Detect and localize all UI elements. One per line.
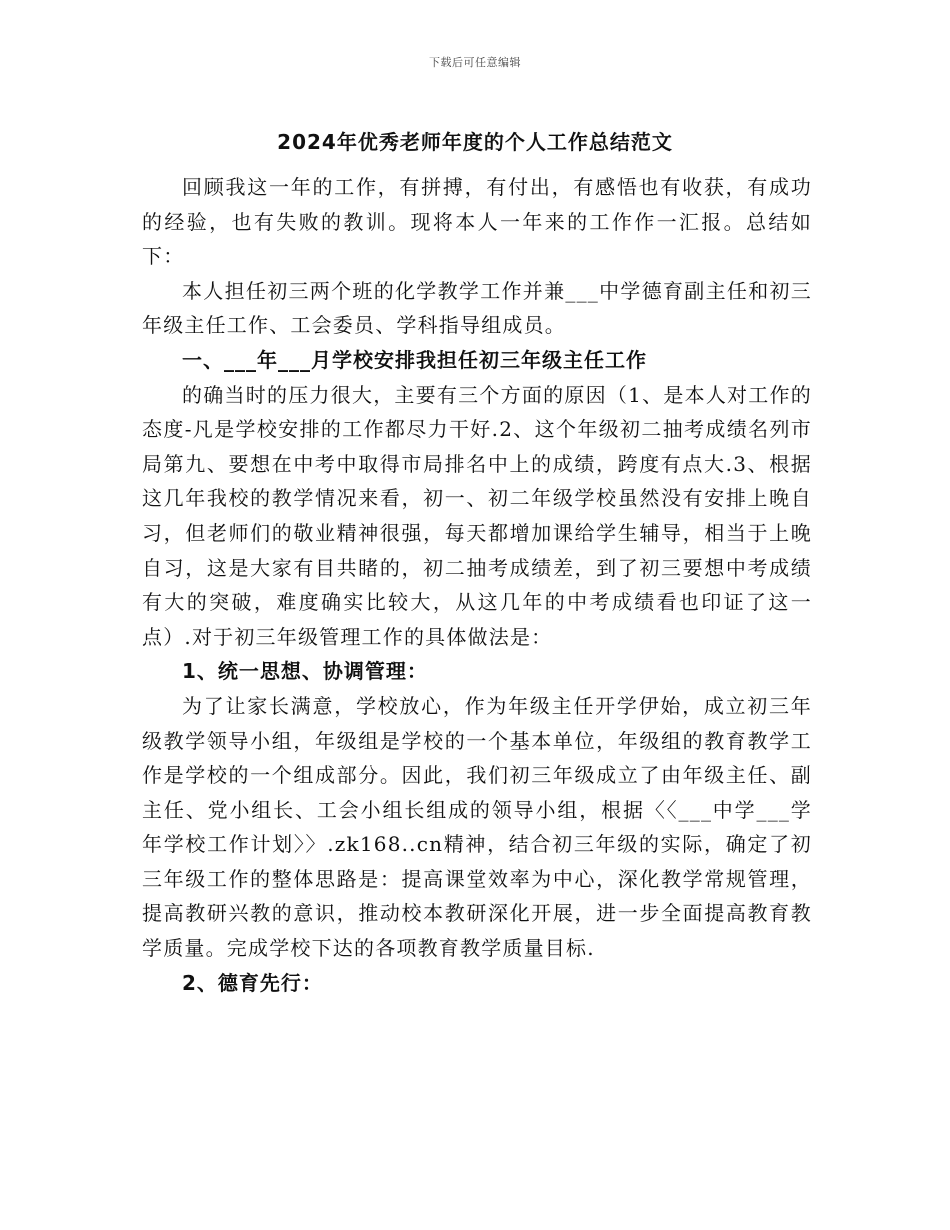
section-1-paragraph: 的确当时的压力很大，主要有三个方面的原因（1、是本人对工作的态度-凡是学校安排的工作都尽力干好.2、这个年级初二抽考成绩名列市局第九、要想在中考中取得市局排名中上的成绩，跨度有点大.3、根据这几年我校的教学情况来看，初一、初二年级学校虽然没有安排上晚自习，但老师们的敬业精神很强，每天都增加课给学生辅导，相当于上晚自习，这是大家有目共睹的，初二抽考成绩差，到了初三要想中考成绩有大的突破，难度确实比较大，从这几年的中考成绩看也印证了这一点）.对于初三年级管理工作的具体做法是： [142, 382, 812, 649]
subsection-1-heading: 1、统一思想、协调管理： [182, 659, 428, 684]
role-paragraph: 本人担任初三两个班的化学教学工作并兼___中学德育副主任和初三年级主任工作、工会委员、学科指导组成员。 [142, 278, 812, 338]
intro-paragraph: 回顾我这一年的工作，有拼搏，有付出，有感悟也有收获，有成功的经验，也有失败的教训。现将本人一年来的工作作一汇报。总结如下： [142, 175, 812, 269]
document-body [142, 170, 812, 1000]
subsection-2-heading: 2、德育先行： [182, 970, 323, 995]
document-title: 2024年优秀老师年度的个人工作总结范文 [277, 130, 673, 154]
section-1-heading: 一、___年___月学校安排我担任初三年级主任工作 [182, 347, 647, 372]
subsection-1-paragraph: 为了让家长满意，学校放心，作为年级主任开学伊始，成立初三年级教学领导小组，年级组是学校的一个基本单位，年级组的教育教学工作是学校的一个组成部分。因此，我们初三年级成立了由年级主任、副主任、党小组长、工会小组长组成的领导小组，根据〈〈___中学___学年学校工作计划〉〉.zk168..cn精神，结合初三年级的实际，确定了初三年级工作的整体思路是：提高课堂效率为中心，深化教学常规管理，提高教研兴教的意识，推动校本教研深化开展，进一步全面提高教育教学质量。完成学校下达的各项教育教学质量目标. [142, 693, 812, 961]
header-note: 下载后可任意编辑 [429, 56, 521, 69]
